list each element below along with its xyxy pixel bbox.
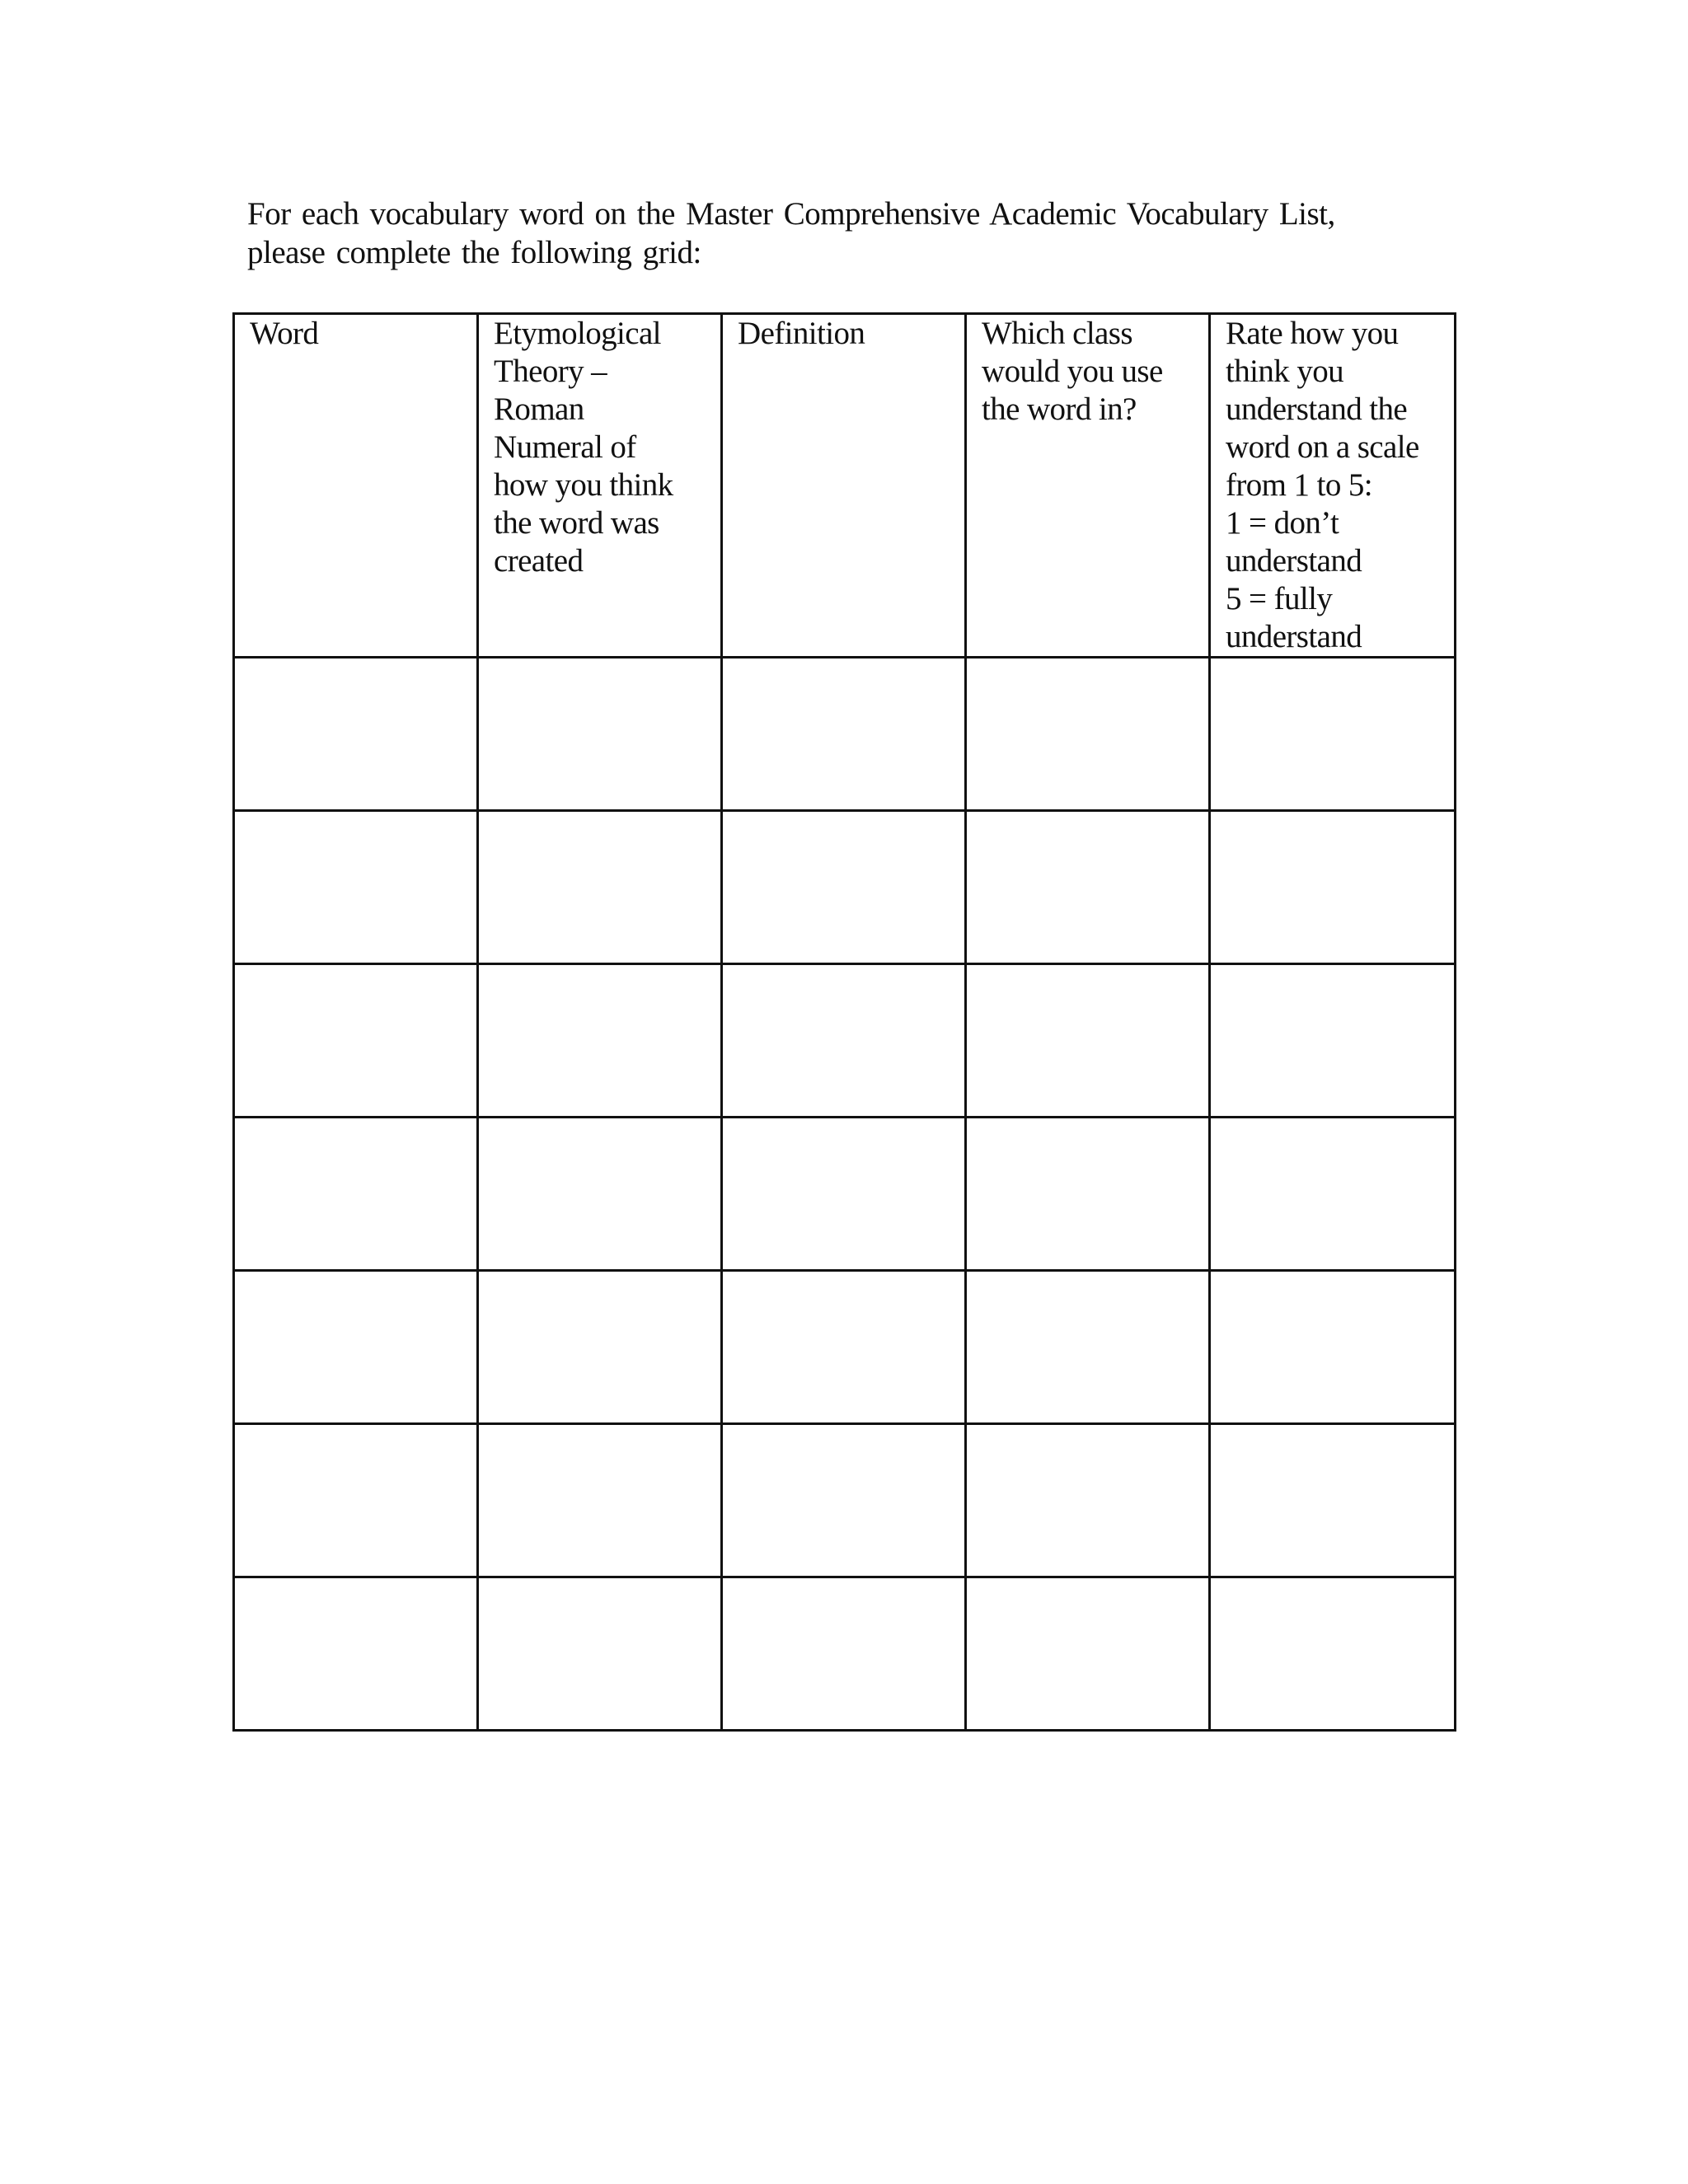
table-row	[234, 1424, 1456, 1577]
cell-rate-understanding[interactable]	[1210, 1118, 1456, 1271]
header-which-class-label: Which class would you use the word in?	[982, 316, 1163, 427]
cell-definition[interactable]	[722, 811, 966, 964]
header-etymological-theory	[478, 314, 722, 658]
header-rate-understanding	[1210, 314, 1456, 658]
table-row	[234, 658, 1456, 811]
cell-which-class[interactable]	[966, 1271, 1210, 1424]
cell-etymological-theory[interactable]	[478, 1577, 722, 1731]
cell-word[interactable]	[234, 811, 478, 964]
cell-word[interactable]	[234, 1118, 478, 1271]
table-row	[234, 964, 1456, 1118]
header-which-class	[966, 314, 1210, 658]
cell-which-class[interactable]	[966, 1424, 1210, 1577]
cell-rate-understanding[interactable]	[1210, 964, 1456, 1118]
grid-body	[234, 658, 1456, 1731]
cell-definition[interactable]	[722, 1118, 966, 1271]
cell-definition[interactable]	[722, 1424, 966, 1577]
cell-word[interactable]	[234, 1271, 478, 1424]
instructions	[247, 194, 1451, 272]
cell-word[interactable]	[234, 1424, 478, 1577]
table-row	[234, 1577, 1456, 1731]
cell-which-class[interactable]	[966, 1577, 1210, 1731]
cell-which-class[interactable]	[966, 811, 1210, 964]
table-row	[234, 811, 1456, 964]
header-row	[234, 314, 1456, 658]
cell-rate-understanding[interactable]	[1210, 811, 1456, 964]
cell-definition[interactable]	[722, 658, 966, 811]
cell-rate-understanding[interactable]	[1210, 1271, 1456, 1424]
header-word	[234, 314, 478, 658]
cell-which-class[interactable]	[966, 964, 1210, 1118]
cell-definition[interactable]	[722, 1577, 966, 1731]
cell-rate-understanding[interactable]	[1210, 658, 1456, 811]
cell-word[interactable]	[234, 658, 478, 811]
header-definition-label: Definition	[738, 316, 865, 351]
instructions-line-2: please complete the following grid:	[247, 235, 701, 270]
cell-rate-understanding[interactable]	[1210, 1577, 1456, 1731]
header-rate-understanding-label: Rate how you think you understand the word on a scale from 1 to 5: 1 = don’t understand 5 = fully understand	[1226, 316, 1419, 654]
cell-etymological-theory[interactable]	[478, 1424, 722, 1577]
cell-word[interactable]	[234, 964, 478, 1118]
cell-definition[interactable]	[722, 1271, 966, 1424]
cell-definition[interactable]	[722, 964, 966, 1118]
header-definition	[722, 314, 966, 658]
table-row	[234, 1271, 1456, 1424]
cell-word[interactable]	[234, 1577, 478, 1731]
header-etymological-theory-label: Etymological Theory – Roman Numeral of how you think the word was created	[494, 316, 673, 579]
cell-which-class[interactable]	[966, 1118, 1210, 1271]
cell-rate-understanding[interactable]	[1210, 1424, 1456, 1577]
table-row	[234, 1118, 1456, 1271]
vocabulary-grid	[232, 312, 1456, 1732]
cell-which-class[interactable]	[966, 658, 1210, 811]
cell-etymological-theory[interactable]	[478, 1271, 722, 1424]
cell-etymological-theory[interactable]	[478, 1118, 722, 1271]
instructions-line-1: For each vocabulary word on the Master Comprehensive Academic Vocabulary List,	[247, 196, 1335, 232]
cell-etymological-theory[interactable]	[478, 658, 722, 811]
header-word-label: Word	[250, 316, 319, 351]
cell-etymological-theory[interactable]	[478, 964, 722, 1118]
cell-etymological-theory[interactable]	[478, 811, 722, 964]
